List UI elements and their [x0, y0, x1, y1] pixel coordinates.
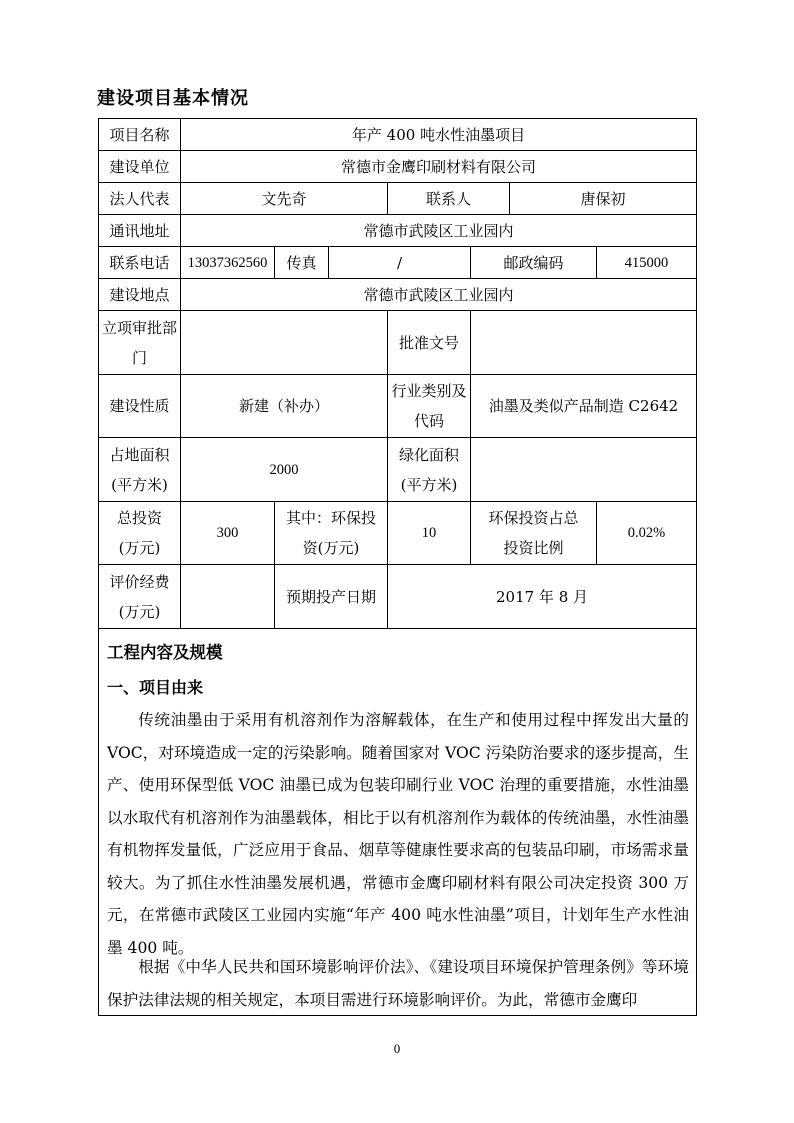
paragraph-regulation: 根据《中华人民共和国环境影响评价法》、《建设项目环境保护管理条例》等环境保护法律法规的相关规定，本项目需进行环境影响评价。为此，常德市金鹰印 — [107, 958, 689, 1009]
investment-value: 300 — [181, 502, 275, 565]
approval-dept-label: 立项审批部门 — [99, 311, 181, 375]
row-site — [99, 279, 697, 311]
eval-fee-value — [181, 565, 275, 629]
fax-label: 传真 — [275, 247, 329, 279]
row-builder — [99, 151, 697, 183]
env-investment-value: 10 — [388, 502, 471, 565]
row-legal-rep — [99, 183, 697, 215]
row-eval-fee — [99, 565, 697, 629]
green-area-label: 绿化面积 (平方米) — [388, 438, 471, 502]
approval-no-label: 批准文号 — [388, 311, 471, 375]
start-date-label: 预期投产日期 — [275, 565, 388, 629]
nature-value: 新建（补办） — [181, 375, 388, 438]
builder-label: 建设单位 — [99, 151, 181, 183]
address-value: 常德市武陵区工业园内 — [181, 215, 697, 247]
row-investment — [99, 502, 697, 565]
investment-label: 总投资 (万元) — [99, 502, 181, 565]
phone-value: 13037362560 — [181, 247, 275, 279]
approval-no-value — [471, 311, 697, 375]
area-value: 2000 — [181, 438, 388, 502]
postcode-value: 415000 — [597, 247, 697, 279]
env-ratio-value: 0.02% — [597, 502, 697, 565]
env-ratio-label: 环保投资占总 投资比例 — [471, 502, 597, 565]
subsection-heading: 一、项目由来 — [107, 678, 204, 697]
env-investment-label: 其中：环保投 资(万元) — [275, 502, 388, 565]
nature-label: 建设性质 — [99, 375, 181, 438]
page-title: 建设项目基本情况 — [97, 88, 249, 109]
site-value: 常德市武陵区工业园内 — [181, 279, 697, 311]
contact-value: 唐保初 — [510, 183, 697, 215]
green-area-value — [471, 438, 697, 502]
project-info-table — [98, 118, 697, 629]
legal-rep-value: 文先奇 — [181, 183, 388, 215]
postcode-label: 邮政编码 — [471, 247, 597, 279]
project-name-label: 项目名称 — [99, 119, 181, 151]
row-phone — [99, 247, 697, 279]
phone-label: 联系电话 — [99, 247, 181, 279]
project-name-value: 年产 400 吨水性油墨项目 — [181, 119, 697, 151]
legal-rep-label: 法人代表 — [99, 183, 181, 215]
paragraph-background: 传统油墨由于采用有机溶剂作为溶解载体，在生产和使用过程中挥发出大量的VOC，对环境造成一定的污染影响。随着国家对 VOC 污染防治要求的逐步提高，生产、使用环保型低 VOC 油墨已成为包装印刷行业 VOC 治理的重要措施，水性油墨以水取代有机溶剂作为油墨载体，相比于以有机溶剂作为载体的传统油墨，水性油墨有机物挥发量低，广泛应用于食品、烟草等健康性要求高的包装品印刷，市场需求量较大。为了抓住水性油墨发展机遇，常德市金鹰印刷材料有限公司决定投资 300 万元，在常德市武陵区工业园内实施“年产 400 吨水性油墨”项目，计划年生产水性油墨 400 吨。 — [107, 711, 689, 957]
project-content-section — [98, 629, 697, 1016]
contact-label: 联系人 — [388, 183, 510, 215]
row-approval — [99, 311, 697, 375]
start-date-value: 2017 年 8 月 — [388, 565, 697, 629]
row-nature — [99, 375, 697, 438]
industry-value: 油墨及类似产品制造 C2642 — [471, 375, 697, 438]
section-heading: 工程内容及规模 — [107, 643, 223, 662]
area-label: 占地面积 (平方米) — [99, 438, 181, 502]
row-address — [99, 215, 697, 247]
address-label: 通讯地址 — [99, 215, 181, 247]
page-number: 0 — [393, 1041, 401, 1056]
eval-fee-label: 评价经费 (万元) — [99, 565, 181, 629]
fax-value: / — [329, 247, 471, 279]
site-label: 建设地点 — [99, 279, 181, 311]
row-project-name — [99, 119, 697, 151]
row-area — [99, 438, 697, 502]
builder-value: 常德市金鹰印刷材料有限公司 — [181, 151, 697, 183]
industry-label: 行业类别及代码 — [388, 375, 471, 438]
approval-dept-value — [181, 311, 388, 375]
